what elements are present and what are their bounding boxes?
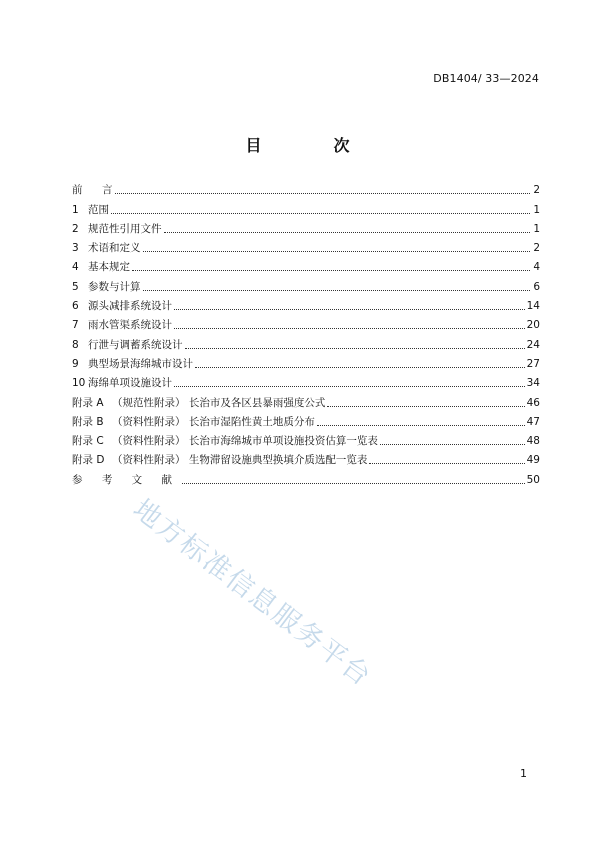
toc-leader-dots <box>369 462 524 464</box>
table-of-contents <box>72 178 540 487</box>
toc-entry-number: 9 <box>72 357 79 370</box>
toc-entry-number: 前 <box>72 184 83 197</box>
toc-entry-title: 参数与计算 <box>88 280 141 293</box>
toc-leader-dots <box>174 308 525 310</box>
toc-entry[interactable] <box>72 410 540 429</box>
toc-entry-number: 附录 D <box>72 454 105 467</box>
toc-leader-dots <box>164 231 531 233</box>
toc-entry[interactable] <box>72 371 540 390</box>
toc-entry-number: 参 考 文 献 <box>72 473 181 486</box>
toc-entry[interactable] <box>72 294 540 313</box>
toc-entry-title: 雨水管渠系统设计 <box>88 319 172 332</box>
toc-leader-dots <box>111 212 530 214</box>
toc-entry-page: 47 <box>526 415 540 428</box>
toc-entry[interactable] <box>72 217 540 236</box>
toc-entry-title: 源头减排系统设计 <box>88 300 172 313</box>
toc-entry-page: 50 <box>526 473 540 486</box>
watermark-text: 地方标准信息服务平台 <box>127 493 378 693</box>
toc-entry-page: 46 <box>526 396 540 409</box>
toc-entry-title: 言 <box>102 184 113 197</box>
toc-leader-dots <box>380 443 525 445</box>
toc-leader-dots <box>132 269 530 271</box>
toc-entry[interactable] <box>72 429 540 448</box>
toc-leader-dots <box>174 385 525 387</box>
toc-leader-dots <box>143 289 531 291</box>
page-title: 目 次 <box>245 136 378 155</box>
toc-entry-page: 1 <box>533 203 540 216</box>
toc-entry-page: 34 <box>526 377 540 390</box>
toc-entry-title: 基本规定 <box>88 261 130 274</box>
toc-leader-dots <box>327 405 524 407</box>
toc-entry[interactable] <box>72 352 540 371</box>
toc-leader-dots <box>185 347 525 349</box>
toc-entry-title: 范围 <box>88 203 109 216</box>
toc-leader-dots <box>143 250 531 252</box>
toc-entry-number: 2 <box>72 222 79 235</box>
toc-entry[interactable] <box>72 178 540 197</box>
toc-entry-title: （资料性附录） 长治市海绵城市单项设施投资估算一览表 <box>112 435 378 448</box>
toc-entry-title: 行泄与调蓄系统设计 <box>88 338 183 351</box>
toc-entry-number: 5 <box>72 280 79 293</box>
toc-entry-title: 海绵单项设施设计 <box>88 377 172 390</box>
toc-entry[interactable] <box>72 274 540 293</box>
toc-entry-number: 1 <box>72 203 79 216</box>
toc-entry[interactable] <box>72 313 540 332</box>
toc-entry[interactable] <box>72 467 540 486</box>
toc-entry[interactable] <box>72 448 540 467</box>
toc-entry-page: 48 <box>526 435 540 448</box>
page-number: 1 <box>520 767 527 780</box>
toc-leader-dots <box>182 482 525 484</box>
toc-entry-title: 术语和定义 <box>88 242 141 255</box>
toc-entry-title: （资料性附录） 生物滞留设施典型换填介质选配一览表 <box>112 454 368 467</box>
toc-leader-dots <box>195 366 525 368</box>
toc-entry-page: 14 <box>526 300 540 313</box>
toc-entry-number: 附录 B <box>72 415 104 428</box>
toc-entry-page: 27 <box>526 357 540 370</box>
toc-entry[interactable] <box>72 255 540 274</box>
toc-entry-page: 49 <box>526 454 540 467</box>
toc-entry-page: 4 <box>533 261 540 274</box>
toc-entry[interactable] <box>72 332 540 351</box>
toc-entry-page: 2 <box>533 184 540 197</box>
toc-entry[interactable] <box>72 390 540 409</box>
toc-entry-page: 1 <box>533 222 540 235</box>
toc-leader-dots <box>317 424 525 426</box>
toc-entry-page: 24 <box>526 338 540 351</box>
toc-entry-number: 附录 C <box>72 435 104 448</box>
toc-entry[interactable] <box>72 236 540 255</box>
toc-entry-number: 7 <box>72 319 79 332</box>
toc-entry-number: 3 <box>72 242 79 255</box>
toc-entry-number: 8 <box>72 338 79 351</box>
toc-entry[interactable] <box>72 197 540 216</box>
toc-entry-number: 附录 A <box>72 396 104 409</box>
toc-leader-dots <box>115 192 531 194</box>
toc-entry-title: 典型场景海绵城市设计 <box>88 357 193 370</box>
toc-entry-number: 4 <box>72 261 79 274</box>
toc-entry-title: （规范性附录） 长治市及各区县暴雨强度公式 <box>112 396 326 409</box>
standard-code: DB1404/ 33—2024 <box>433 72 539 85</box>
toc-entry-page: 6 <box>533 280 540 293</box>
toc-entry-page: 20 <box>526 319 540 332</box>
toc-entry-number: 10 <box>72 377 86 390</box>
toc-entry-page: 2 <box>533 242 540 255</box>
toc-leader-dots <box>174 327 525 329</box>
toc-entry-title: 规范性引用文件 <box>88 222 162 235</box>
toc-entry-number: 6 <box>72 300 79 313</box>
toc-entry-title: （资料性附录） 长治市湿陷性黄土地质分布 <box>112 415 315 428</box>
